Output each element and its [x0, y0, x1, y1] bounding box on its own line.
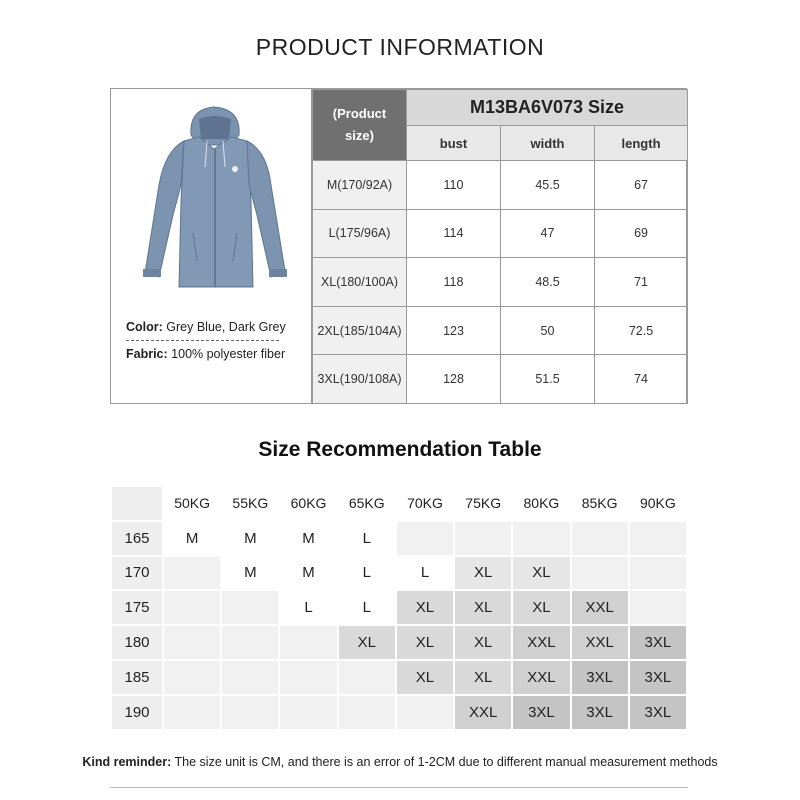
- width-header: width: [501, 126, 595, 161]
- bottom-divider: [110, 787, 688, 788]
- size-cell: XL(180/100A): [313, 258, 407, 307]
- recommendation-cell: XL: [397, 661, 453, 694]
- length-cell: 74: [595, 355, 688, 404]
- recommendation-cell: [280, 661, 336, 694]
- recommendation-cell: [339, 661, 395, 694]
- height-row: [112, 522, 686, 555]
- bust-header: bust: [407, 126, 501, 161]
- corner-line2: size): [345, 128, 374, 143]
- product-specs: [126, 320, 310, 361]
- reminder-label: Kind reminder:: [82, 755, 172, 769]
- weight-header: 80KG: [513, 487, 569, 520]
- page-title: PRODUCT INFORMATION: [255, 34, 545, 60]
- recommendation-cell: [630, 522, 686, 555]
- spec-divider: [126, 340, 279, 341]
- recommendation-cell: [222, 591, 278, 624]
- height-row: [112, 696, 686, 729]
- recommendation-cell: [164, 591, 220, 624]
- bust-cell: 114: [407, 209, 501, 258]
- width-cell: 47: [501, 209, 595, 258]
- length-cell: 71: [595, 258, 688, 307]
- recommendation-cell: L: [339, 522, 395, 555]
- weight-header: 65KG: [339, 487, 395, 520]
- recommendation-cell: 3XL: [572, 661, 628, 694]
- color-value: Grey Blue, Dark Grey: [162, 320, 286, 334]
- recommendation-cell: 3XL: [630, 626, 686, 659]
- weight-header: 75KG: [455, 487, 511, 520]
- reminder-text: The size unit is CM, and there is an error of 1-2CM due to different manual measurement methods: [171, 755, 718, 769]
- recommendation-cell: XL: [339, 626, 395, 659]
- recommendation-cell: [222, 626, 278, 659]
- size-row: [313, 209, 688, 258]
- fabric-label: Fabric:: [126, 347, 168, 361]
- recommendation-cell: [397, 696, 453, 729]
- recommendation-cell: [339, 696, 395, 729]
- recommendation-cell: [222, 696, 278, 729]
- size-column-header: [313, 90, 407, 161]
- recommendation-cell: [572, 557, 628, 590]
- weight-header: 85KG: [572, 487, 628, 520]
- recommendation-cell: L: [339, 557, 395, 590]
- product-info-panel: [110, 88, 687, 404]
- size-recommendation-table: [110, 485, 688, 731]
- recommendation-cell: XXL: [572, 591, 628, 624]
- recommendation-cell: XL: [455, 591, 511, 624]
- recommendation-cell: M: [222, 522, 278, 555]
- size-row: [313, 306, 688, 355]
- bust-cell: 118: [407, 258, 501, 307]
- color-spec: [126, 320, 310, 334]
- model-size-header: M13BA6V073 Size: [407, 90, 688, 126]
- bust-cell: 123: [407, 306, 501, 355]
- recommendation-cell: XL: [455, 661, 511, 694]
- weight-header: 60KG: [280, 487, 336, 520]
- recommendation-title: Size Recommendation Table: [258, 438, 542, 461]
- height-row: [112, 661, 686, 694]
- recommendation-cell: [280, 696, 336, 729]
- recommendation-cell: L: [397, 557, 453, 590]
- size-cell: M(170/92A): [313, 161, 407, 210]
- width-cell: 51.5: [501, 355, 595, 404]
- recommendation-cell: XL: [455, 557, 511, 590]
- recommendation-cell: XL: [513, 557, 569, 590]
- jacket-image: [129, 105, 299, 295]
- recommendation-cell: [397, 522, 453, 555]
- length-cell: 67: [595, 161, 688, 210]
- height-label: 185: [112, 661, 162, 694]
- recommendation-cell: [630, 557, 686, 590]
- size-cell: 3XL(190/108A): [313, 355, 407, 404]
- kind-reminder: [0, 755, 800, 769]
- recommendation-cell: [164, 626, 220, 659]
- weight-header: 90KG: [630, 487, 686, 520]
- length-header: length: [595, 126, 688, 161]
- recommendation-cell: [164, 661, 220, 694]
- recommendation-cell: XXL: [455, 696, 511, 729]
- width-cell: 45.5: [501, 161, 595, 210]
- corner-line1: (Product: [332, 106, 387, 121]
- recommendation-cell: XL: [397, 591, 453, 624]
- product-size-table: [312, 89, 688, 404]
- table-corner: [112, 487, 162, 520]
- recommendation-cell: M: [280, 522, 336, 555]
- recommendation-cell: M: [164, 522, 220, 555]
- width-cell: 50: [501, 306, 595, 355]
- recommendation-cell: XL: [397, 626, 453, 659]
- product-image-panel: [111, 89, 312, 403]
- color-label: Color:: [126, 320, 163, 334]
- recommendation-cell: [280, 626, 336, 659]
- recommendation-cell: M: [222, 557, 278, 590]
- height-row: [112, 591, 686, 624]
- length-cell: 72.5: [595, 306, 688, 355]
- recommendation-cell: [222, 661, 278, 694]
- bust-cell: 128: [407, 355, 501, 404]
- recommendation-cell: XL: [513, 591, 569, 624]
- height-label: 180: [112, 626, 162, 659]
- recommendation-cell: 3XL: [513, 696, 569, 729]
- bust-cell: 110: [407, 161, 501, 210]
- recommendation-cell: [164, 557, 220, 590]
- weight-header: 55KG: [222, 487, 278, 520]
- size-cell: L(175/96A): [313, 209, 407, 258]
- recommendation-cell: XL: [455, 626, 511, 659]
- height-row: [112, 626, 686, 659]
- size-cell: 2XL(185/104A): [313, 306, 407, 355]
- height-label: 170: [112, 557, 162, 590]
- height-label: 165: [112, 522, 162, 555]
- recommendation-cell: XXL: [513, 661, 569, 694]
- weight-header: 70KG: [397, 487, 453, 520]
- recommendation-cell: XXL: [572, 626, 628, 659]
- weight-header-row: [112, 487, 686, 520]
- recommendation-cell: [513, 522, 569, 555]
- fabric-spec: [126, 347, 310, 361]
- length-cell: 69: [595, 209, 688, 258]
- recommendation-cell: M: [280, 557, 336, 590]
- weight-header: 50KG: [164, 487, 220, 520]
- recommendation-cell: 3XL: [572, 696, 628, 729]
- recommendation-cell: L: [280, 591, 336, 624]
- width-cell: 48.5: [501, 258, 595, 307]
- height-label: 190: [112, 696, 162, 729]
- fabric-value: 100% polyester fiber: [167, 347, 286, 361]
- recommendation-cell: 3XL: [630, 696, 686, 729]
- height-row: [112, 557, 686, 590]
- recommendation-cell: XXL: [513, 626, 569, 659]
- recommendation-cell: L: [339, 591, 395, 624]
- recommendation-cell: 3XL: [630, 661, 686, 694]
- size-row: [313, 355, 688, 404]
- size-row: [313, 258, 688, 307]
- recommendation-cell: [455, 522, 511, 555]
- recommendation-cell: [164, 696, 220, 729]
- recommendation-cell: [630, 591, 686, 624]
- size-row: [313, 161, 688, 210]
- recommendation-cell: [572, 522, 628, 555]
- height-label: 175: [112, 591, 162, 624]
